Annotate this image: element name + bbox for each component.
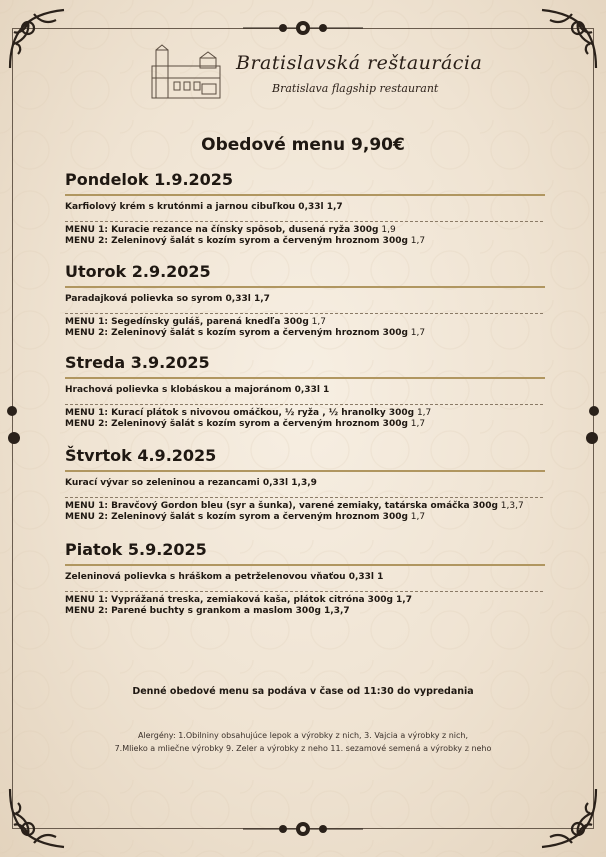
restaurant-building-logo bbox=[148, 44, 224, 102]
menu-item: MENU 1: Kurací plátok s nivovou omáčkou, ½ ryža , ½ hranolky 300g 1,7 bbox=[65, 408, 432, 418]
bottom-ornament-icon bbox=[243, 817, 363, 841]
top-ornament-icon bbox=[243, 16, 363, 40]
day-section-friday bbox=[65, 540, 545, 617]
side-dot-icon bbox=[7, 406, 17, 416]
day-heading: Utorok 2.9.2025 bbox=[65, 262, 211, 281]
dashed-divider bbox=[65, 404, 543, 405]
soup-line: Kurací vývar so zeleninou a rezancami 0,33l 1,3,9 bbox=[65, 478, 317, 488]
day-divider bbox=[65, 564, 545, 566]
brand-subtitle: Bratislava flagship restaurant bbox=[272, 82, 439, 95]
dashed-divider bbox=[65, 221, 543, 222]
day-section-thursday bbox=[65, 446, 545, 523]
side-dot-icon bbox=[8, 432, 20, 444]
side-dot-icon bbox=[589, 406, 599, 416]
corner-ornament-icon bbox=[532, 4, 602, 74]
menu-item: MENU 2: Zeleninový šalát s kozím syrom a červeným hroznom 300g 1,7 bbox=[65, 512, 426, 522]
side-dot-icon bbox=[586, 432, 598, 444]
menu-item: MENU 2: Zeleninový šalát s kozím syrom a červeným hroznom 300g 1,7 bbox=[65, 328, 426, 338]
dashed-divider bbox=[65, 313, 543, 314]
corner-ornament-icon bbox=[4, 783, 74, 853]
dashed-divider bbox=[65, 497, 543, 498]
day-section-monday bbox=[65, 170, 545, 247]
day-divider bbox=[65, 194, 545, 196]
soup-line: Karfiolový krém s krutónmi a jarnou cibuľkou 0,33l 1,7 bbox=[65, 202, 343, 212]
menu-title: Obedové menu 9,90€ bbox=[201, 135, 405, 155]
dashed-divider bbox=[65, 591, 543, 592]
menu-item: MENU 1: Bravčový Gordon bleu (syr a šunka), varené zemiaky, tatárska omáčka 300g 1,3,7 bbox=[65, 501, 524, 511]
brand-title: Bratislavská reštaurácia bbox=[236, 52, 483, 74]
menu-item: MENU 2: Zeleninový šalát s kozím syrom a červeným hroznom 300g 1,7 bbox=[65, 419, 426, 429]
soup-line: Hrachová polievka s klobáskou a majoránom 0,33l 1 bbox=[65, 385, 330, 395]
menu-item: MENU 2: Zeleninový šalát s kozím syrom a červeným hroznom 300g 1,7 bbox=[65, 236, 426, 246]
allergens-line: 7.Mlieko a mliečne výrobky 9. Zeler a výrobky z neho 11. sezamové semená a výrobky z neho bbox=[114, 744, 492, 753]
soup-line: Zeleninová polievka s hráškom a petrželenovou vňaťou 0,33l 1 bbox=[65, 572, 384, 582]
day-heading: Streda 3.9.2025 bbox=[65, 353, 210, 372]
menu-item: MENU 1: Kuracie rezance na čínsky spôsob, dusená ryža 300g 1,9 bbox=[65, 225, 396, 235]
menu-item: MENU 1: Segedínsky guláš, parená knedľa 300g 1,7 bbox=[65, 317, 326, 327]
day-heading: Pondelok 1.9.2025 bbox=[65, 170, 234, 189]
day-heading: Piatok 5.9.2025 bbox=[65, 540, 207, 559]
soup-line: Paradajková polievka so syrom 0,33l 1,7 bbox=[65, 294, 270, 304]
corner-ornament-icon bbox=[532, 783, 602, 853]
serving-time-note: Denné obedové menu sa podáva v čase od 11:30 do vypredania bbox=[132, 686, 474, 697]
day-divider bbox=[65, 470, 545, 472]
menu-item: MENU 2: Parené buchty s grankom a maslom 300g 1,3,7 bbox=[65, 606, 350, 616]
day-divider bbox=[65, 377, 545, 379]
day-section-wednesday bbox=[65, 353, 545, 430]
day-section-tuesday bbox=[65, 262, 545, 339]
allergens-line: Alergény: 1.Obilniny obsahujúce lepok a výrobky z nich, 3. Vajcia a výrobky z nich, bbox=[137, 731, 469, 740]
menu-item: MENU 1: Vyprážaná treska, zemiaková kaša, plátok citróna 300g 1,7 bbox=[65, 595, 412, 605]
allergens-legend bbox=[0, 729, 606, 755]
day-divider bbox=[65, 286, 545, 288]
day-heading: Štvrtok 4.9.2025 bbox=[65, 446, 217, 465]
corner-ornament-icon bbox=[4, 4, 74, 74]
